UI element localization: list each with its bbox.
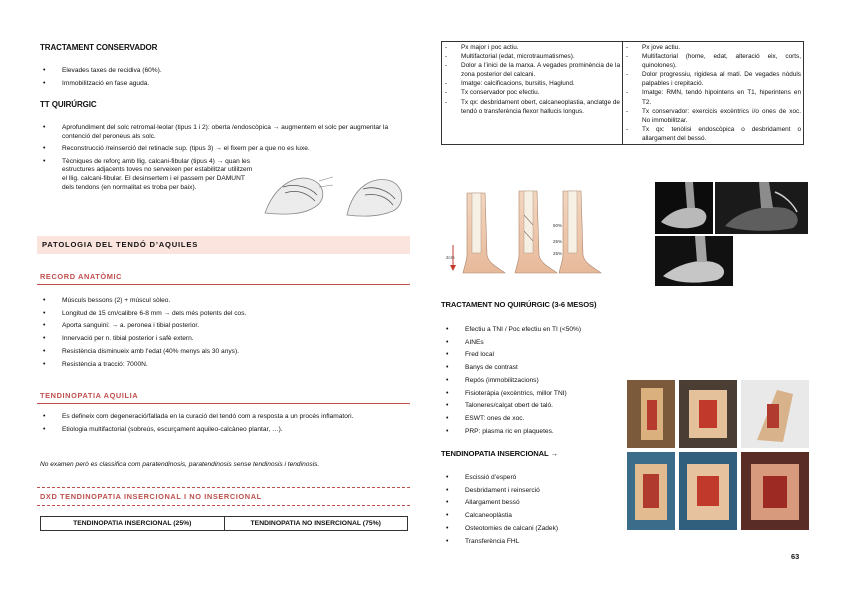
list-item: • Longitud de 15 cm/calibre 6-8 mm → dels més potents del cos.	[43, 308, 403, 321]
list-item: • PRP: plasma ric en plaquetes.	[446, 426, 626, 439]
dxd-comparison-table	[441, 41, 804, 145]
list-item: - Tx conservador poc efectiu.	[442, 88, 620, 97]
mri-image	[715, 182, 808, 234]
ankle-tendon-illustration	[255, 165, 410, 223]
dxd-heading: DXD TENDINOPATIA INSERCIONAL I NO INSERCIONAL	[40, 492, 262, 501]
list-item: - Imatge: calcificacions, bursitis, Haglund.	[442, 79, 620, 88]
list-item: • Es defineix com degeneració/fallada en la curació del tendó com a resposta a un procés inflamatori.	[43, 413, 405, 422]
xray-image-2	[655, 236, 733, 286]
dxd-col-no-insercional: TENDINOPATIA NO INSERCIONAL (75%)	[224, 517, 408, 531]
dxd-table	[40, 516, 408, 531]
surgical-photo-grid	[627, 380, 809, 530]
classification-note: No examen però es classifica com paratendinosis, paratendinosis sense tendinosis i tendinosis.	[40, 461, 320, 468]
list-item: - Px jove actiu.	[623, 43, 801, 52]
record-anatomic-heading: RECORD ANATÒMIC	[40, 272, 123, 281]
achilles-banner: PATOLOGIA DEL TENDÓ D’AQUILES	[37, 236, 410, 254]
list-item: • Immobilització en fase aguda.	[43, 78, 403, 91]
list-item: • Resistència a tracció: 7000N.	[43, 359, 403, 372]
list-item: • AINEs	[446, 337, 626, 350]
figure-label-25a: 25%	[553, 239, 563, 244]
page-number: 63	[791, 552, 800, 561]
list-item: • Calcaneoplàstia	[446, 510, 626, 523]
list-item: • Etiologia multifactorial (sobreús, escurçament aquileo-calcàneo plantar, …).	[43, 426, 405, 435]
section-divider	[37, 505, 410, 506]
list-item: • Innervació per n. tibial posterior i safè extern.	[43, 333, 403, 346]
list-item: • Reconstrucció /reinserció del retinacle sup. (tipus 3) → el fixem per a que no es luxe.	[43, 145, 407, 154]
no-insercional-cell	[623, 42, 804, 145]
list-item: • Fred local	[446, 349, 626, 362]
xray-image-1	[655, 182, 713, 234]
list-item: - Tx conservador: exercicis excèntrics i/o ones de xoc. No immobilitzar.	[623, 107, 801, 125]
list-item: - Imatge: RMN, tendó hipointens en T1, hiperintens en T2.	[623, 88, 801, 106]
section-divider	[37, 284, 410, 285]
list-item: • Elevades taxes de recidiva (60%).	[43, 65, 403, 78]
tx-conservador-list	[43, 65, 403, 90]
section-divider	[37, 403, 410, 404]
list-item: • Efectiu a TNI / Poc efectiu en TI (<50%)	[446, 324, 626, 337]
list-item: • Escissió d’esperó	[446, 472, 626, 485]
list-item: • Repós (immobilitzacions)	[446, 375, 626, 388]
tendinopatia-list	[43, 413, 405, 438]
tx-conservador-heading: TRACTAMENT CONSERVADOR	[40, 43, 158, 52]
list-item: - Dolor a l’inici de la marxa. A vegades prominència de la zona posterior del calcani.	[442, 61, 620, 79]
no-quirurgic-list	[446, 324, 626, 438]
list-item: • Tècniques de reforç amb llig. calcani-fibular (tipus 4) → quan les estructures adjacents toves no serveixen per estabilitzar utilitzem el llig. calcani-fibular. El desinsertem i el passem per DAMUNT dels tendons (en normalitat es troba per baix).	[43, 158, 257, 192]
list-item: • Fisioteràpia (excèntrics, millor TNI)	[446, 388, 626, 401]
list-item: • Osteotomies de calcani (Zadek)	[446, 523, 626, 536]
list-item: - Tx qx: desbridament obert, calcaneoplastia, anclatge de tendó o transferència flexor hallucis longus.	[442, 98, 620, 116]
list-item: • Músculs bessons (2) + múscul sòleo.	[43, 295, 403, 308]
list-item: • Transferència FHL	[446, 536, 626, 549]
list-item: - Tx qx: tenòlisi endoscòpica o desbridament o allargament del bessó.	[623, 125, 801, 143]
list-item: • Aporta sanguini: → a. peronea i tibial posterior.	[43, 320, 403, 333]
list-item: • Allargament bessó	[446, 497, 626, 510]
list-item: - Multifactorial (edat, microtraumatismes).	[442, 52, 620, 61]
list-item: • Taloneres/calçat obert de taló.	[446, 400, 626, 413]
list-item: - Px major i poc actiu.	[442, 43, 620, 52]
list-item: • Aprofundiment del solc retromal·leolar (tipus 1 i 2): oberta /endoscòpica → augmentem el solc per augmentar la contenció del peroneus als solc.	[43, 124, 407, 141]
figure-label-cm: 2cm	[446, 255, 455, 260]
record-anatomic-list	[43, 295, 403, 371]
insercional-cell	[442, 42, 623, 145]
list-item: • Resistència disminueix amb l’edat (40% menys als 30 anys).	[43, 346, 403, 359]
list-item: - Dolor progressiu, rigidesa al matí. De vegades nòduls palpables i crepitació.	[623, 70, 801, 88]
figure-label-50: 50%	[553, 223, 563, 228]
insercional-list	[446, 472, 626, 548]
tendinopatia-heading: TENDINOPATIA AQUILIA	[40, 391, 139, 400]
no-quirurgic-heading: TRACTAMENT NO QUIRÚRGIC (3-6 MESOS)	[441, 300, 597, 309]
insercional-heading: TENDINOPATIA INSERCIONAL →	[441, 449, 558, 458]
section-divider	[37, 487, 410, 488]
tendon-lengthening-illustration	[445, 185, 605, 277]
list-item: • ESWT: ones de xoc.	[446, 413, 626, 426]
list-item: • Desbridament i reinserció	[446, 485, 626, 498]
dxd-col-insercional: TENDINOPATIA INSERCIONAL (25%)	[41, 517, 225, 531]
list-item: - Multifactorial (home, edat, alteració eix, corts, quinolones).	[623, 52, 801, 70]
figure-label-25b: 25%	[553, 251, 563, 256]
tt-quirurgic-heading: TT QUIRÚRGIC	[40, 100, 97, 109]
list-item: • Banys de contrast	[446, 362, 626, 375]
